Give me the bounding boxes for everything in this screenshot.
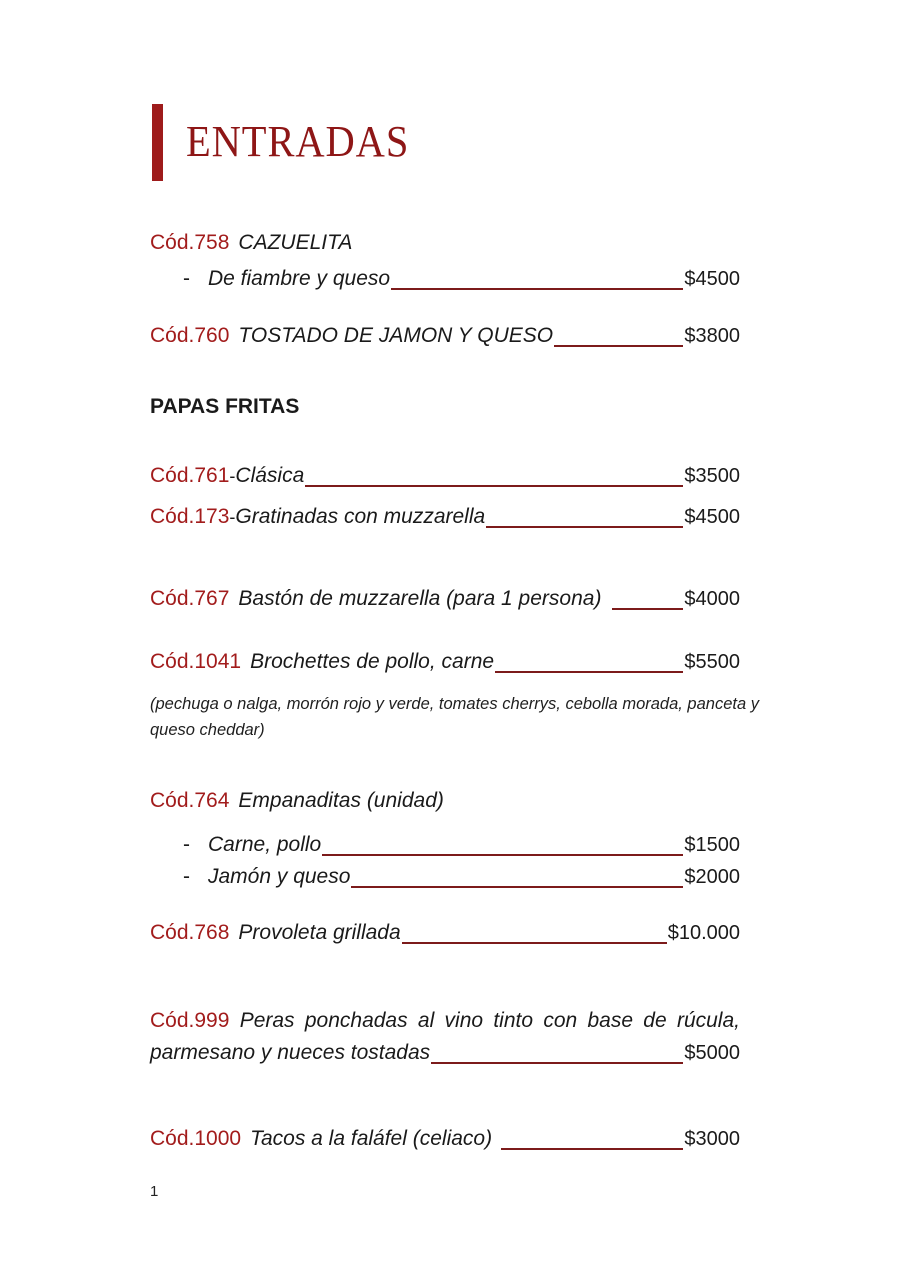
- menu-item-name: Carne, pollo: [208, 833, 322, 856]
- dotted-leader: [430, 1038, 684, 1068]
- menu-item-price: $4000: [684, 588, 740, 610]
- dotted-leader: [304, 461, 684, 491]
- menu-subitem: [150, 264, 740, 294]
- menu-item: [150, 502, 740, 532]
- dotted-leader: [485, 502, 684, 532]
- menu-item-name: Gratinadas con muzzarella: [235, 505, 486, 528]
- menu-item-price: $1500: [684, 834, 740, 856]
- menu-item-price: $3800: [684, 325, 740, 347]
- menu-item-name: parmesano y nueces tostadas: [150, 1041, 431, 1064]
- item-note: [150, 691, 795, 743]
- dash-bullet: -: [183, 267, 190, 290]
- menu-item: [150, 461, 740, 491]
- menu-item-price: $5500: [684, 651, 740, 673]
- menu-item-price: $5000: [684, 1042, 740, 1064]
- dotted-leader: [611, 584, 684, 614]
- menu-item-code: Cód.758: [150, 231, 230, 254]
- title-accent-bar: [152, 104, 163, 181]
- menu-item-wrapped-line1: [150, 1006, 740, 1036]
- menu-item-name: Jamón y queso: [208, 865, 351, 888]
- menu-item-wrapped-line2: [150, 1038, 740, 1068]
- menu-item-name: Brochettes de pollo, carne: [250, 650, 495, 673]
- menu-item-code: Cód.768: [150, 921, 230, 944]
- menu-item-price: $3000: [684, 1128, 740, 1150]
- menu-item-code: Cód.761: [150, 464, 230, 487]
- menu-item-price: $3500: [684, 465, 740, 487]
- menu-item: [150, 918, 740, 948]
- menu-item-name: Clásica: [235, 464, 305, 487]
- menu-item: [150, 647, 740, 677]
- menu-item-price: $10.000: [667, 922, 740, 944]
- menu-item-code: Cód.1041: [150, 650, 242, 673]
- menu-item-name: Empanaditas (unidad): [238, 789, 444, 812]
- code-name-separator: -: [229, 507, 236, 527]
- dotted-leader: [401, 918, 668, 948]
- dotted-leader: [553, 321, 684, 351]
- page-title: ENTRADAS: [186, 117, 410, 166]
- menu-item: [150, 584, 740, 614]
- menu-item-name: De fiambre y queso: [208, 267, 391, 290]
- code-name-separator: -: [229, 466, 236, 486]
- dash-bullet: -: [183, 833, 190, 856]
- menu-item-name: Provoleta grillada: [238, 921, 401, 944]
- menu-item-price: $4500: [684, 268, 740, 290]
- menu-item-code: Cód.999: [150, 1009, 230, 1032]
- menu-item-code: Cód.760: [150, 324, 230, 347]
- menu-item-price: $4500: [684, 506, 740, 528]
- menu-item-code: Cód.173: [150, 505, 230, 528]
- menu-item: [150, 321, 740, 351]
- dotted-leader: [494, 647, 684, 677]
- dotted-leader: [350, 862, 684, 892]
- menu-item-name: Bastón de muzzarella (para 1 persona): [238, 587, 602, 610]
- dotted-leader: [390, 264, 684, 294]
- menu-item-name: TOSTADO DE JAMON Y QUESO: [238, 324, 554, 347]
- section-heading-row: [150, 392, 740, 422]
- page-number: 1: [150, 1183, 159, 1200]
- item-note-line2: queso cheddar): [150, 721, 265, 739]
- dotted-leader: [500, 1124, 684, 1154]
- dash-bullet: -: [183, 865, 190, 888]
- menu-item-price: $2000: [684, 866, 740, 888]
- menu-item-code: Cód.767: [150, 587, 230, 610]
- item-note-line1: (pechuga o nalga, morrón rojo y verde, tomates cherrys, cebolla morada, panceta y: [150, 695, 759, 713]
- dotted-leader: [321, 830, 684, 860]
- menu-item-name: Tacos a la faláfel (celiaco): [250, 1127, 493, 1150]
- menu-subitem: [150, 830, 740, 860]
- section-heading: PAPAS FRITAS: [150, 395, 300, 418]
- menu-item-name: Peras ponchadas al vino tinto con base de rúcula,: [239, 1009, 740, 1032]
- menu-item-code: Cód.1000: [150, 1127, 242, 1150]
- menu-item: [150, 786, 740, 816]
- menu-subitem: [150, 862, 740, 892]
- menu-item: [150, 1124, 740, 1154]
- menu-item-name: CAZUELITA: [238, 231, 353, 254]
- menu-item-code: Cód.764: [150, 789, 230, 812]
- menu-item: [150, 228, 740, 258]
